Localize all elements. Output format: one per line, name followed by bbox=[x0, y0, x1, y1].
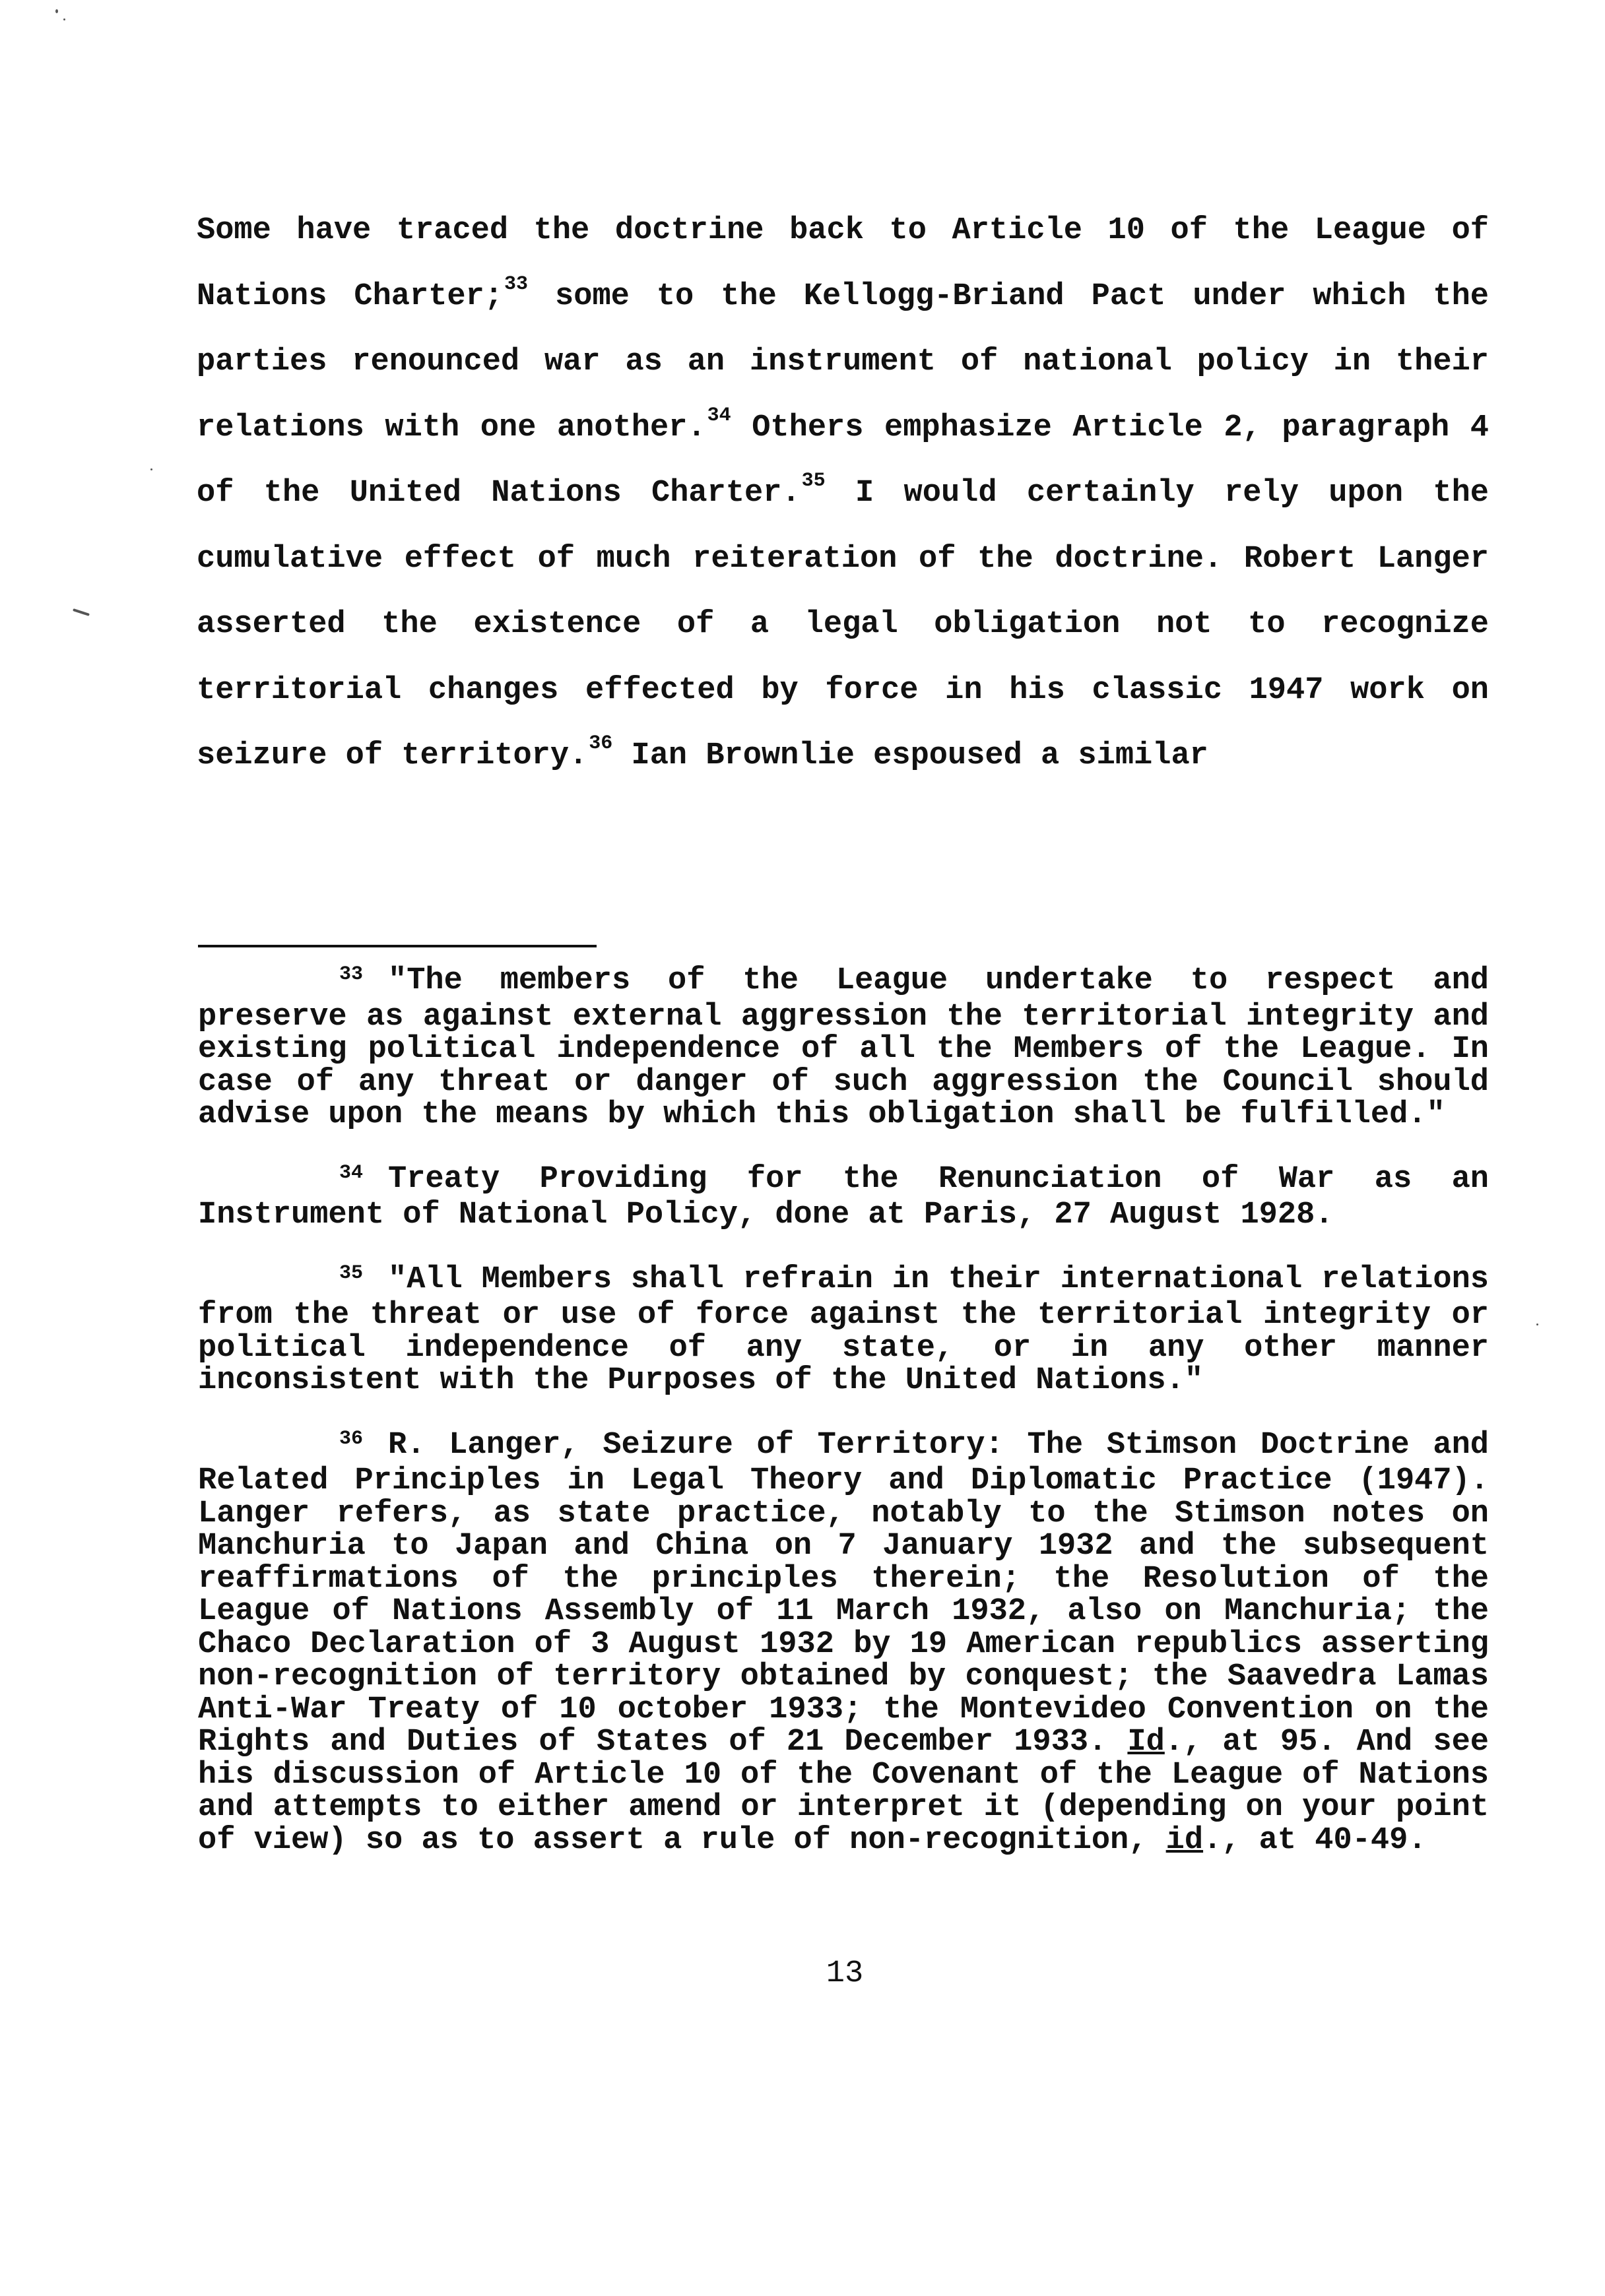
footnote-text: R. Langer, Seizure of Territory: The Stimson Doctrine and Related Principles in Legal Theory and Diplomatic Practice (1947). Langer refers, as state practice, notably to the Stimson notes on Manchuria to Japan and China on 7 January 1932 and the subsequent reaffirmations of the principles therein; the Resolution of the League of Nations Assembly of 11 March 1932, also on Manchuria; the Chaco Declaration of 3 August 1932 by 19 American republics asserting non-recognition of territory obtained by conquest; the Saavedra Lamas Anti-War Treaty of 10 october 1933; the Montevideo Convention on the Rights and Duties of States of 21 December 1933. bbox=[198, 1427, 1489, 1760]
footnote-36 bbox=[198, 1429, 1489, 1857]
footnote-34 bbox=[198, 1163, 1489, 1232]
footnote-ref-33[interactable]: 33 bbox=[504, 272, 529, 296]
scan-speck bbox=[55, 9, 58, 13]
scan-speck bbox=[73, 608, 90, 616]
body-paragraph bbox=[197, 198, 1489, 789]
scan-speck bbox=[63, 18, 65, 20]
body-text-part: Some have traced the doctrine back to Article 10 of the League of Nations Charter; bbox=[197, 213, 1489, 314]
scan-speck bbox=[1536, 1323, 1538, 1325]
footnote-number: 35 bbox=[339, 1261, 364, 1285]
body-text-part: some to the Kellogg-Briand Pact under which the parties renounced war as an instrument of national policy in their relations with one another. bbox=[197, 278, 1489, 445]
footnote-number: 34 bbox=[339, 1161, 364, 1184]
footnotes-section bbox=[198, 965, 1489, 1888]
footnote-number: 33 bbox=[339, 963, 364, 986]
footnote-ref-34[interactable]: 34 bbox=[707, 404, 731, 427]
footnote-33 bbox=[198, 965, 1489, 1132]
footnote-text: Treaty Providing for the Renunciation of War as an Instrument of National Policy, done at Paris, 27 August 1928. bbox=[198, 1161, 1489, 1232]
footnote-35 bbox=[198, 1263, 1489, 1397]
footnote-text: ., at 40-49. bbox=[1203, 1822, 1427, 1858]
footnote-text: ., at 95. And see his discussion of Article 10 of the Covenant of the League of Nations and attempts to either amend or interpret it (depending on your point of view) so as to assert a rule of non-recognition, bbox=[198, 1725, 1490, 1858]
citation-id: Id bbox=[1127, 1725, 1165, 1760]
footnote-separator bbox=[198, 945, 597, 947]
footnote-text: "All Members shall refrain in their international relations from the threat or use of force against the territorial integrity or political independence of any state, or in any other manner inconsistent with the Purposes of the United Nations." bbox=[198, 1261, 1489, 1398]
footnote-number: 36 bbox=[339, 1427, 364, 1450]
footnote-ref-36[interactable]: 36 bbox=[589, 732, 613, 755]
page-number: 13 bbox=[826, 1956, 864, 1991]
scan-speck bbox=[150, 468, 152, 470]
footnote-ref-35[interactable]: 35 bbox=[801, 470, 826, 493]
footnote-text: "The members of the League undertake to respect and preserve as against external aggression the territorial integrity and existing political independence of all the Members of the League. In case of any threat or danger of such aggression the Council should advise upon the means by which this obligation shall be fulfilled." bbox=[198, 963, 1489, 1132]
body-text-part: Others emphasize Article 2, paragraph 4 of the United Nations Charter. bbox=[197, 410, 1490, 511]
body-text-part: I would certainly rely upon the cumulative effect of much reiteration of the doctrine. Robert Langer asserted the existence of a legal obligation not to recognize territorial changes effected by force in his classic 1947 work on seizure of territory. bbox=[197, 476, 1490, 773]
citation-id: id bbox=[1165, 1822, 1204, 1858]
body-text-part: Ian Brownlie espoused a similar bbox=[612, 738, 1208, 773]
